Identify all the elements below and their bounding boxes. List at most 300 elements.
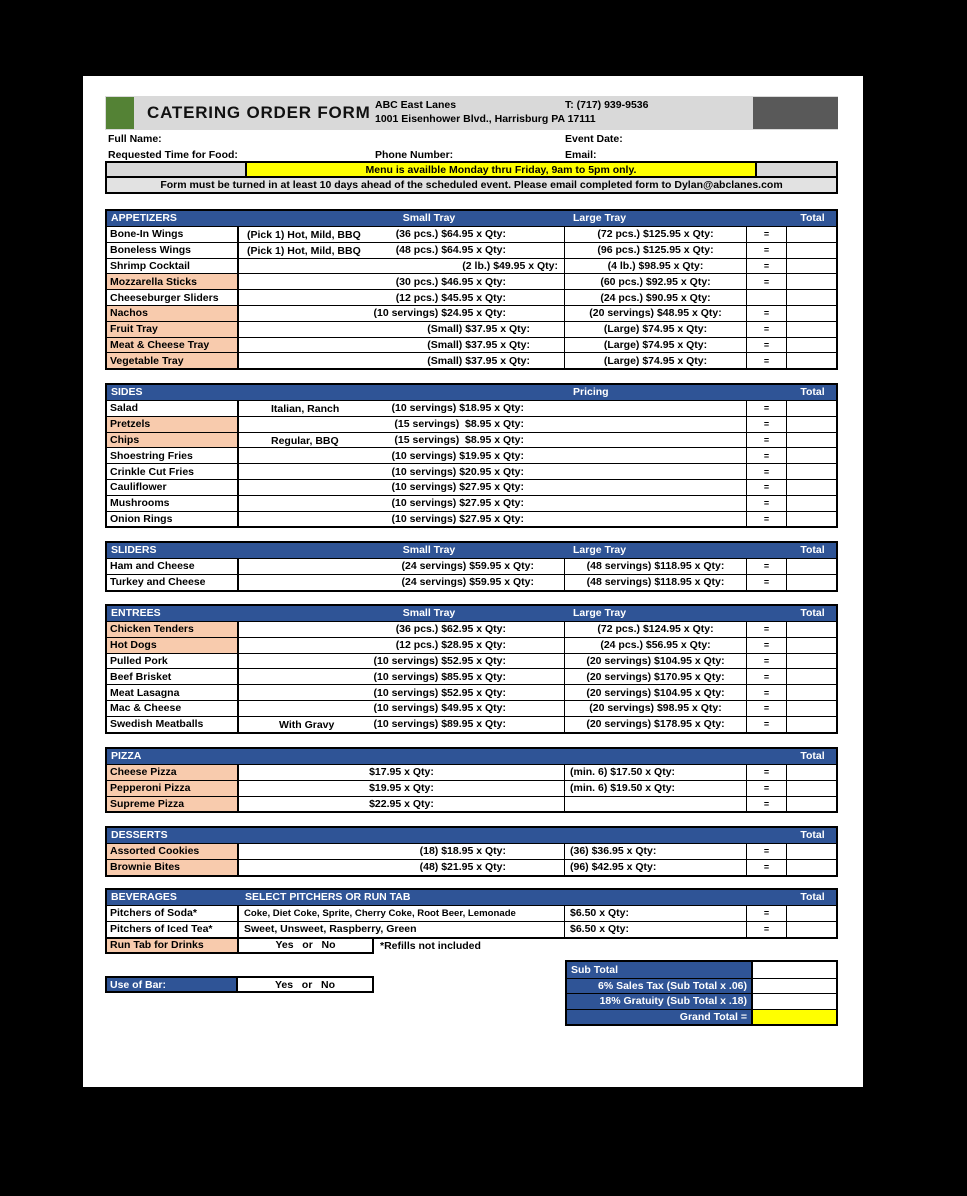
large-tray-cell[interactable] (565, 259, 747, 274)
item-name: Mozzarella Sticks (110, 275, 197, 288)
price-and-qty: Coke, Diet Coke, Sprite, Cherry Coke, Root Beer, Lemonade (244, 907, 516, 919)
item-name: Boneless Wings (110, 244, 192, 257)
large-tray-cell[interactable] (565, 227, 747, 242)
small-tray-cell[interactable] (239, 290, 565, 305)
equals-sign: = (763, 339, 770, 350)
total-header: Total (800, 212, 825, 224)
price-and-qty: (10 servings) $85.95 x Qty: (373, 670, 506, 683)
small-tray-cell[interactable] (239, 701, 565, 716)
menu-row (107, 416, 836, 432)
price-and-qty: Sweet, Unsweet, Raspberry, Green (244, 923, 417, 936)
subtotal-value-cell[interactable] (753, 962, 836, 978)
section-appetizers (105, 209, 838, 370)
menu-row (107, 400, 836, 416)
total-cell[interactable] (787, 654, 836, 669)
equals-cell (747, 906, 787, 921)
item-name: Pitchers of Soda* (110, 907, 197, 920)
price-and-qty: (30 pcs.) $46.95 x Qty: (395, 275, 506, 288)
price-and-qty: (20 servings) $178.95 x Qty: (586, 718, 725, 731)
section-title: PIZZA (111, 750, 142, 762)
equals-cell (747, 638, 787, 653)
item-name-cell (107, 290, 239, 305)
item-name: Turkey and Cheese (110, 576, 206, 589)
small-tray-cell[interactable] (239, 781, 565, 796)
total-cell[interactable] (787, 306, 836, 321)
menu-row (107, 273, 836, 289)
total-cell[interactable] (787, 448, 836, 463)
section-header-pizza (107, 749, 836, 764)
small-tray-cell[interactable] (239, 575, 565, 590)
equals-sign: = (763, 513, 770, 524)
equals-sign: = (763, 403, 770, 414)
small-tray-cell[interactable] (239, 243, 565, 258)
menu-row (107, 574, 836, 590)
total-header: Total (800, 386, 825, 398)
equals-cell (747, 306, 787, 321)
equals-sign: = (763, 561, 770, 572)
small-tray-cell[interactable] (239, 259, 565, 274)
equals-sign: = (763, 245, 770, 256)
price-and-qty: (24 pcs.) $56.95 x Qty: (600, 639, 711, 652)
large-tray-cell[interactable] (565, 622, 747, 637)
equals-sign: = (763, 308, 770, 319)
total-cell[interactable] (787, 401, 836, 416)
item-name: Ham and Cheese (110, 560, 195, 573)
form-page (83, 76, 863, 1087)
equals-cell (747, 669, 787, 684)
total-cell[interactable] (787, 512, 836, 527)
price-and-qty: (48 pcs.) $64.95 x Qty: (395, 244, 506, 257)
equals-cell (747, 559, 787, 574)
large-tray-cell[interactable] (565, 701, 747, 716)
small-tray-cell[interactable] (239, 717, 565, 732)
menu-row (107, 495, 836, 511)
item-name: Shrimp Cocktail (110, 259, 190, 272)
total-cell[interactable] (787, 781, 836, 796)
pricing-cell[interactable] (239, 433, 747, 448)
large-tray-cell[interactable] (565, 685, 747, 700)
total-cell[interactable] (787, 559, 836, 574)
email-label: Email: (565, 149, 597, 161)
price-and-qty: (48) $21.95 x Qty: (419, 861, 506, 874)
item-name: Pulled Pork (110, 654, 168, 667)
equals-cell (747, 575, 787, 590)
small-tray-header: Small Tray (402, 544, 456, 556)
equals-sign: = (763, 229, 770, 240)
total-cell[interactable] (787, 243, 836, 258)
small-tray-cell[interactable] (239, 338, 565, 353)
menu-row (107, 305, 836, 321)
business-address: 1001 Eisenhower Blvd., Harrisburg PA 17111 (375, 113, 596, 125)
item-name-cell (107, 338, 239, 353)
total-cell[interactable] (787, 906, 836, 921)
equals-cell (747, 353, 787, 368)
price-and-qty: (10 servings) $52.95 x Qty: (373, 686, 506, 699)
grand-total-label: Grand Total = (567, 1010, 753, 1025)
equals-cell (747, 622, 787, 637)
price-and-qty: (min. 6) $17.50 x Qty: (570, 766, 676, 779)
item-name-cell (107, 622, 239, 637)
price-and-qty: (48 servings) $118.95 x Qty: (586, 576, 725, 589)
total-cell[interactable] (787, 274, 836, 289)
equals-cell (747, 322, 787, 337)
gratuity-row (567, 993, 836, 1009)
item-name: Cheeseburger Sliders (110, 291, 219, 304)
large-tray-header: Large Tray (573, 544, 627, 556)
use-of-bar-yes-no-selector[interactable]: Yes or No (238, 978, 372, 991)
menu-row (107, 637, 836, 653)
equals-cell (747, 259, 787, 274)
item-name: Pretzels (110, 418, 151, 431)
item-name-cell (107, 480, 239, 495)
menu-row (107, 700, 836, 716)
section-entrees (105, 604, 838, 734)
menu-row (107, 859, 836, 875)
section-header-beverages (107, 890, 836, 905)
price-and-qty: (10 servings) $27.95 x Qty: (391, 512, 524, 525)
small-tray-cell[interactable] (239, 669, 565, 684)
large-tray-cell[interactable] (565, 844, 747, 859)
price-and-qty: (Large) $74.95 x Qty: (603, 323, 708, 336)
sales-tax-value-cell[interactable] (753, 979, 836, 994)
small-tray-cell[interactable] (239, 274, 565, 289)
price-and-qty: (10 servings) $89.95 x Qty: (373, 718, 506, 731)
full-name-label: Full Name: (108, 133, 162, 145)
small-tray-cell[interactable] (239, 622, 565, 637)
item-name: Bone-In Wings (110, 228, 184, 241)
run-tab-box (105, 938, 374, 954)
large-tray-cell[interactable] (565, 559, 747, 574)
item-name-cell (107, 669, 239, 684)
equals-sign: = (763, 798, 770, 809)
use-of-bar-row (105, 976, 374, 993)
small-tray-cell[interactable] (239, 559, 565, 574)
menu-row (107, 668, 836, 684)
subtotal-row (567, 962, 836, 978)
equals-sign: = (763, 276, 770, 287)
item-options: (Pick 1) Hot, Mild, BBQ (247, 244, 361, 257)
price-and-qty: (20 servings) $104.95 x Qty: (586, 654, 725, 667)
equals-cell (747, 860, 787, 875)
select-pitchers-header: SELECT PITCHERS OR RUN TAB (245, 891, 411, 903)
sales-tax-label: 6% Sales Tax (Sub Total x .06) (567, 979, 753, 994)
price-and-qty: (10 servings) $49.95 x Qty: (373, 702, 506, 715)
price-and-qty: (10 servings) $24.95 x Qty: (373, 307, 506, 320)
item-name: Assorted Cookies (110, 845, 200, 858)
price-and-qty: (96 pcs.) $125.95 x Qty: (597, 244, 714, 257)
price-and-qty: (10 servings) $52.95 x Qty: (373, 654, 506, 667)
grand-total-value-cell[interactable] (753, 1010, 836, 1025)
large-tray-cell[interactable] (565, 322, 747, 337)
price-and-qty: (12 pcs.) $45.95 x Qty: (395, 291, 506, 304)
small-tray-cell[interactable] (239, 797, 565, 812)
section-title: APPETIZERS (111, 212, 177, 224)
pricing-cell[interactable] (239, 464, 747, 479)
price-and-qty: (24 pcs.) $90.95 x Qty: (600, 291, 711, 304)
equals-sign: = (763, 862, 770, 873)
item-name-cell (107, 243, 239, 258)
price-and-qty: (2 lb.) $49.95 x Qty: (462, 259, 558, 272)
item-name-cell (107, 353, 239, 368)
small-tray-header: Small Tray (402, 607, 456, 619)
equals-cell (747, 496, 787, 511)
business-name: ABC East Lanes (375, 99, 457, 111)
price-and-qty: (Small) $37.95 x Qty: (427, 323, 530, 336)
pricing-cell[interactable] (239, 448, 747, 463)
total-cell[interactable] (787, 717, 836, 732)
equals-sign: = (763, 260, 770, 271)
equals-sign: = (763, 577, 770, 588)
equals-cell (747, 781, 787, 796)
requested-time-label: Requested Time for Food: (108, 149, 238, 161)
price-and-qty: (24 servings) $59.95 x Qty: (401, 560, 534, 573)
item-name-cell (107, 448, 239, 463)
large-tray-header: Large Tray (573, 607, 627, 619)
total-cell[interactable] (787, 844, 836, 859)
large-tray-cell[interactable] (565, 717, 747, 732)
large-tray-cell[interactable] (565, 765, 747, 780)
total-cell[interactable] (787, 797, 836, 812)
menu-row (107, 352, 836, 368)
price-and-qty: (10 servings) $27.95 x Qty: (391, 481, 524, 494)
item-name-cell (107, 922, 239, 937)
price-and-qty: $6.50 x Qty: (570, 907, 629, 920)
large-tray-cell[interactable] (565, 860, 747, 875)
total-cell[interactable] (787, 417, 836, 432)
price-and-qty: (20 servings) $98.95 x Qty: (589, 702, 722, 715)
equals-cell (747, 433, 787, 448)
small-tray-cell[interactable] (239, 353, 565, 368)
price-and-qty: (72 pcs.) $125.95 x Qty: (597, 228, 714, 241)
item-options: With Gravy (279, 718, 335, 731)
menu-row (107, 780, 836, 796)
business-phone: T: (717) 939-9536 (565, 99, 649, 111)
price-and-qty: (72 pcs.) $124.95 x Qty: (597, 623, 714, 636)
phone-number-label: Phone Number: (375, 149, 454, 161)
section-title: SIDES (111, 386, 143, 398)
price-and-qty: (48 servings) $118.95 x Qty: (586, 560, 725, 573)
price-and-qty: (10 servings) $18.95 x Qty: (391, 402, 524, 415)
section-sides (105, 383, 838, 528)
large-tray-cell[interactable] (565, 306, 747, 321)
equals-sign: = (763, 767, 770, 778)
total-cell[interactable] (787, 464, 836, 479)
large-tray-cell[interactable] (565, 338, 747, 353)
item-name-cell (107, 701, 239, 716)
small-tray-cell[interactable] (239, 765, 565, 780)
total-cell[interactable] (787, 353, 836, 368)
small-tray-cell[interactable] (239, 306, 565, 321)
equals-sign: = (763, 846, 770, 857)
section-desserts (105, 826, 838, 877)
large-tray-cell[interactable] (565, 669, 747, 684)
large-tray-cell[interactable] (565, 922, 747, 937)
item-options: Italian, Ranch (271, 403, 340, 415)
price-and-qty: (min. 6) $19.50 x Qty: (570, 782, 676, 795)
small-tray-cell[interactable] (239, 844, 565, 859)
price-and-qty: (10 servings) $27.95 x Qty: (391, 497, 524, 510)
total-cell[interactable] (787, 480, 836, 495)
item-name: Beef Brisket (110, 670, 172, 683)
total-cell[interactable] (787, 860, 836, 875)
total-cell[interactable] (787, 685, 836, 700)
menu-row (107, 432, 836, 448)
price-and-qty: (20 servings) $48.95 x Qty: (589, 307, 722, 320)
equals-cell (747, 844, 787, 859)
small-tray-cell[interactable] (239, 638, 565, 653)
equals-cell (747, 797, 787, 812)
equals-sign: = (763, 719, 770, 730)
gratuity-label: 18% Gratuity (Sub Total x .18) (567, 994, 753, 1009)
item-name-cell (107, 274, 239, 289)
gratuity-value-cell[interactable] (753, 994, 836, 1009)
equals-sign: = (763, 419, 770, 430)
total-cell[interactable] (787, 259, 836, 274)
equals-sign: = (763, 783, 770, 794)
large-tray-cell[interactable] (565, 575, 747, 590)
item-name-cell (107, 306, 239, 321)
small-tray-cell[interactable] (239, 654, 565, 669)
equals-cell (747, 765, 787, 780)
pricing-cell[interactable] (239, 401, 747, 416)
total-cell[interactable] (787, 922, 836, 937)
item-name: Pitchers of Iced Tea* (110, 923, 213, 936)
banner-left-cell (107, 163, 247, 176)
item-name: Swedish Meatballs (110, 718, 204, 731)
price-and-qty: (4 lb.) $98.95 x Qty: (607, 259, 704, 272)
item-name-cell (107, 433, 239, 448)
total-cell[interactable] (787, 290, 836, 305)
small-tray-cell[interactable] (239, 685, 565, 700)
item-name: Mushrooms (110, 497, 170, 510)
equals-cell (747, 922, 787, 937)
item-name-cell (107, 227, 239, 242)
use-of-bar-label: Use of Bar: (107, 978, 238, 991)
item-name: Chips (110, 433, 140, 446)
small-tray-cell[interactable] (239, 906, 565, 921)
equals-sign: = (763, 482, 770, 493)
equals-sign: = (763, 355, 770, 366)
menu-row (107, 447, 836, 463)
small-tray-cell[interactable] (239, 322, 565, 337)
equals-cell (747, 338, 787, 353)
menu-row (107, 921, 836, 937)
item-name: Cheese Pizza (110, 766, 177, 779)
equals-cell (747, 464, 787, 479)
total-cell[interactable] (787, 638, 836, 653)
small-tray-cell[interactable] (239, 860, 565, 875)
menu-row (107, 226, 836, 242)
large-tray-cell[interactable] (565, 654, 747, 669)
pricing-cell[interactable] (239, 417, 747, 432)
section-title: DESSERTS (111, 829, 168, 841)
total-cell[interactable] (787, 496, 836, 511)
price-and-qty: (10 servings) $19.95 x Qty: (391, 449, 524, 462)
small-tray-cell[interactable] (239, 227, 565, 242)
menu-row (107, 764, 836, 780)
total-cell[interactable] (787, 227, 836, 242)
item-name-cell (107, 844, 239, 859)
pricing-cell[interactable] (239, 480, 747, 495)
menu-row (107, 621, 836, 637)
total-cell[interactable] (787, 575, 836, 590)
equals-cell (747, 227, 787, 242)
price-and-qty: (24 servings) $59.95 x Qty: (401, 576, 534, 589)
total-cell[interactable] (787, 433, 836, 448)
section-title: ENTREES (111, 607, 161, 619)
equals-cell (747, 685, 787, 700)
total-cell[interactable] (787, 765, 836, 780)
item-name: Meat Lasagna (110, 686, 180, 699)
price-and-qty: (10 servings) $20.95 x Qty: (391, 465, 524, 478)
small-tray-header: Small Tray (402, 212, 456, 224)
large-tray-cell[interactable] (565, 638, 747, 653)
form-title: CATERING ORDER FORM (147, 103, 371, 122)
price-and-qty: $22.95 x Qty: (369, 797, 434, 810)
item-options: (Pick 1) Hot, Mild, BBQ (247, 229, 361, 241)
item-name: Cauliflower (110, 481, 167, 494)
menu-row (107, 242, 836, 258)
price-and-qty: $19.95 x Qty: (369, 782, 434, 795)
item-name: Fruit Tray (110, 323, 158, 336)
item-name: Hot Dogs (110, 639, 157, 652)
menu-row (107, 653, 836, 669)
large-tray-cell[interactable] (565, 781, 747, 796)
equals-sign: = (763, 450, 770, 461)
section-sliders (105, 541, 838, 592)
run-tab-label: Run Tab for Drinks (107, 938, 239, 952)
item-name-cell (107, 322, 239, 337)
item-name-cell (107, 765, 239, 780)
item-name: Vegetable Tray (110, 354, 184, 367)
equals-cell (747, 512, 787, 527)
total-cell[interactable] (787, 669, 836, 684)
menu-row (107, 843, 836, 859)
large-tray-header: Pricing (573, 386, 609, 398)
total-cell[interactable] (787, 701, 836, 716)
large-tray-cell[interactable] (565, 906, 747, 921)
large-tray-cell[interactable] (565, 353, 747, 368)
large-tray-cell[interactable] (565, 243, 747, 258)
large-tray-cell[interactable] (565, 290, 747, 305)
run-tab-yes-no-selector[interactable]: Yes or No (239, 938, 374, 952)
grand-total-row (567, 1009, 836, 1025)
item-name: Mac & Cheese (110, 702, 182, 715)
total-cell[interactable] (787, 622, 836, 637)
subtotal-label: Sub Total (567, 962, 753, 978)
menu-row (107, 716, 836, 732)
price-and-qty: (Large) $74.95 x Qty: (603, 354, 708, 367)
equals-sign: = (763, 640, 770, 651)
equals-cell (747, 290, 787, 305)
total-cell[interactable] (787, 322, 836, 337)
price-and-qty: (Small) $37.95 x Qty: (427, 354, 530, 367)
large-tray-cell[interactable] (565, 797, 747, 812)
item-name: Onion Rings (110, 512, 173, 525)
large-tray-cell[interactable] (565, 274, 747, 289)
equals-sign: = (763, 434, 770, 445)
small-tray-cell[interactable] (239, 922, 565, 937)
pricing-cell[interactable] (239, 512, 747, 527)
item-name: Supreme Pizza (110, 797, 185, 810)
large-tray-header: Large Tray (573, 212, 627, 224)
pricing-cell[interactable] (239, 496, 747, 511)
item-name: Meat & Cheese Tray (110, 338, 210, 351)
menu-row (107, 337, 836, 353)
price-and-qty: (12 pcs.) $28.95 x Qty: (395, 639, 506, 652)
total-cell[interactable] (787, 338, 836, 353)
section-header-sliders (107, 543, 836, 558)
